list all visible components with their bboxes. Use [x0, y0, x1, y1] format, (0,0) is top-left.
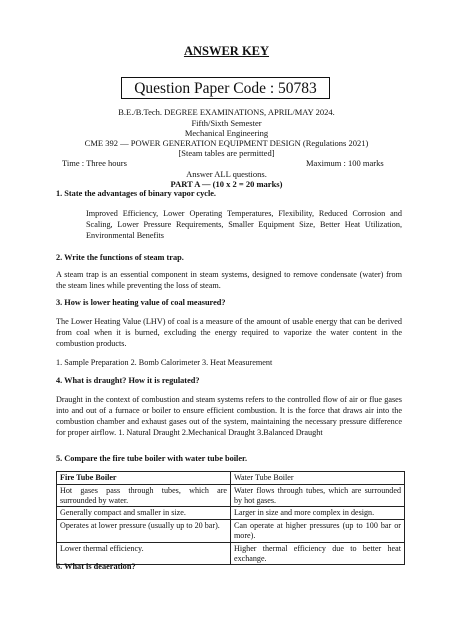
question-3-title: 3. How is lower heating value of coal measured?	[56, 298, 226, 307]
question-4-title: 4. What is draught? How it is regulated?	[56, 376, 200, 385]
table-cell: Hot gases pass through tubes, which are surrounded by water.	[57, 484, 231, 507]
question-5-title: 5. Compare the fire tube boiler with water tube boiler.	[56, 454, 248, 463]
course-title: CME 392 — POWER GENERATION EQUIPMENT DESIGN (Regulations 2021)	[84, 138, 369, 148]
table-row	[57, 484, 405, 507]
time-label: Time : Three hours	[62, 158, 127, 168]
table-header-cell: Water Tube Boiler	[231, 472, 405, 485]
boiler-comparison-table	[56, 471, 405, 565]
table-header-row	[57, 472, 405, 485]
part-a-heading: PART A — (10 x 2 = 20 marks)	[170, 179, 283, 189]
table-cell: Can operate at higher pressures (up to 100 bar or more).	[231, 520, 405, 543]
table-cell: Generally compact and smaller in size.	[57, 507, 231, 520]
question-3-answer: The Lower Heating Value (LHV) of coal is a measure of the amount of usable energy that can be derived from coal when it is burned, excluding the energy required to vaporize the water content in the combustion products.	[56, 317, 402, 348]
table-header-cell: Fire Tube Boiler	[57, 472, 231, 485]
table-row	[57, 507, 405, 520]
question-4-answer: Draught in the context of combustion and steam systems refers to the controlled flow of air or flue gases into and out of a furnace or boiler to ensure efficient combustion. It is the force that draws air into the combustion chamber and exhaust gases out of the system, maintaining the necessary pressure difference for proper airflow. 1. Natural Draught 2.Mechanical Draught 3.Balanced Draught	[56, 395, 402, 437]
question-1-title: 1. State the advantages of binary vapor cycle.	[56, 189, 217, 198]
max-marks-label: Maximum : 100 marks	[306, 158, 384, 168]
answer-key-title: ANSWER KEY	[183, 44, 270, 58]
question-6-title: 6. What is deaeration?	[56, 562, 136, 571]
exam-title: B.E./B.Tech. DEGREE EXAMINATIONS, APRIL/MAY 2024.	[118, 107, 335, 117]
question-2-answer: A steam trap is an essential component in steam systems, designed to remove condensate (water) from the steam lines while preventing the loss of steam.	[56, 270, 402, 290]
table-cell: Operates at lower pressure (usually up to 20 bar).	[57, 520, 231, 543]
table-cell: Larger in size and more complex in design.	[231, 507, 405, 520]
semester: Fifth/Sixth Semester	[191, 118, 262, 128]
table-cell: Lower thermal efficiency.	[57, 542, 231, 565]
question-1-answer: Improved Efficiency, Lower Operating Temperatures, Flexibility, Reduced Corrosion and Scaling, Lower Pressure Requirements, Smaller Equipment Size, Better Heat Utilization, Environmental Benefits	[86, 209, 402, 240]
table-row	[57, 520, 405, 543]
question-2-title: 2. Write the functions of steam trap.	[56, 253, 184, 262]
tables-note: [Steam tables are permitted]	[178, 148, 275, 158]
table-cell: Higher thermal efficiency due to better heat exchange.	[231, 542, 405, 565]
question-paper-code: Question Paper Code : 50783	[121, 77, 330, 99]
instruction: Answer ALL questions.	[186, 169, 267, 179]
department: Mechanical Engineering	[184, 128, 269, 138]
question-3-steps: 1. Sample Preparation 2. Bomb Calorimeter 3. Heat Measurement	[56, 358, 273, 367]
table-cell: Water flows through tubes, which are surrounded by hot gases.	[231, 484, 405, 507]
